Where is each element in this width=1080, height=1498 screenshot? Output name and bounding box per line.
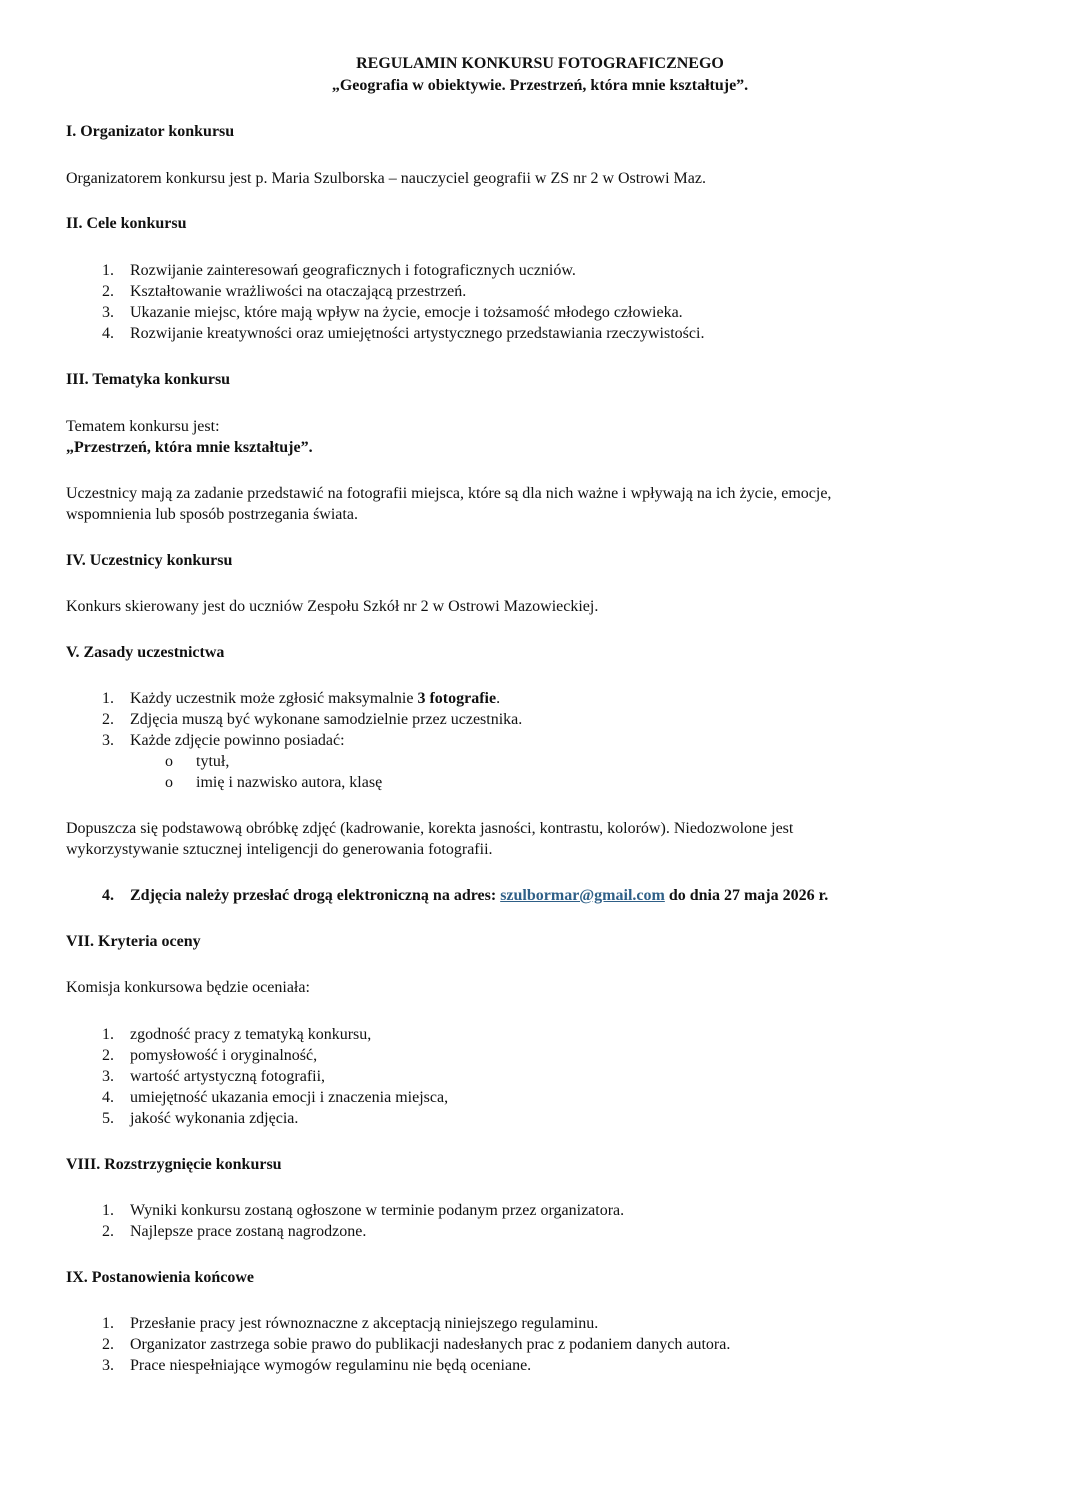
section-heading-criteria: VII. Kryteria oceny (66, 933, 201, 950)
list-text: pomysłowość i oryginalność, (130, 1047, 318, 1064)
list-text: umiejętność ukazania emocji i znaczenia miejsca, (130, 1089, 449, 1106)
list-number: 1. (102, 1202, 114, 1219)
deadline-text: do dnia 27 maja 2026 r. (664, 887, 829, 904)
list-number: 1. (102, 1315, 114, 1332)
list-text: zgodność pracy z tematyką konkursu, (130, 1026, 372, 1043)
sub-list-text: tytuł, (196, 753, 230, 770)
list-number: 3. (102, 732, 114, 749)
list-text: Kształtowanie wrażliwości na otaczającą przestrzeń. (130, 283, 467, 300)
topic-intro: Tematem konkursu jest: (66, 418, 220, 435)
list-number: 4. (102, 325, 114, 342)
document-title: REGULAMIN KONKURSU FOTOGRAFICZNEGO (356, 55, 724, 72)
list-number: 4. (102, 1089, 114, 1106)
list-number: 2. (102, 711, 114, 728)
list-text: Wyniki konkursu zostaną ogłoszone w terminie podanym przez organizatora. (130, 1202, 625, 1219)
list-number: 1. (102, 1026, 114, 1043)
list-text: Zdjęcia muszą być wykonane samodzielnie przez uczestnika. (130, 711, 523, 728)
list-number: 4. (102, 887, 114, 904)
topic-description-line2: wspomnienia lub sposób postrzegania świata. (66, 506, 358, 523)
list-text: Ukazanie miejsc, które mają wpływ na życie, emocje i tożsamość młodego człowieka. (130, 304, 683, 321)
section-heading-resolution: VIII. Rozstrzygnięcie konkursu (66, 1156, 282, 1173)
list-text: wartość artystyczną fotografii, (130, 1068, 326, 1085)
list-number: 5. (102, 1110, 114, 1127)
list-text: Prace niespełniające wymogów regulaminu nie będą oceniane. (130, 1357, 532, 1374)
photo-limit: 3 fotografie (417, 690, 497, 707)
list-text: Najlepsze prace zostaną nagrodzone. (130, 1223, 367, 1240)
list-text (130, 688, 500, 709)
list-number: 2. (102, 1223, 114, 1240)
list-text: Rozwijanie zainteresowań geograficznych i fotograficznych uczniów. (130, 262, 576, 279)
rule-text-end: . (496, 690, 501, 707)
criteria-intro: Komisja konkursowa będzie oceniała: (66, 979, 310, 996)
list-number: 1. (102, 690, 114, 707)
section-heading-rules: V. Zasady uczestnictwa (66, 644, 225, 661)
document-subtitle: „Geografia w obiektywie. Przestrzeń, która mnie kształtuje”. (331, 77, 749, 94)
editing-note-line2: wykorzystywanie sztucznej inteligencji do generowania fotografii. (66, 841, 493, 858)
topic-theme: „Przestrzeń, która mnie kształtuje”. (66, 439, 313, 456)
list-number: 2. (102, 1336, 114, 1353)
section-heading-final-provisions: IX. Postanowienia końcowe (66, 1269, 255, 1286)
participants-paragraph: Konkurs skierowany jest do uczniów Zespołu Szkół nr 2 w Ostrowi Mazowieckiej. (66, 598, 599, 615)
section-heading-topic: III. Tematyka konkursu (66, 371, 231, 388)
section-heading-participants: IV. Uczestnicy konkursu (66, 552, 233, 569)
bullet-icon: o (165, 774, 173, 791)
list-text: Przesłanie pracy jest równoznaczne z akceptacją niniejszego regulaminu. (130, 1315, 599, 1332)
list-text: jakość wykonania zdjęcia. (130, 1110, 299, 1127)
submission-text: Zdjęcia należy przesłać drogą elektroniczną na adres: (130, 887, 501, 904)
list-number: 3. (102, 1068, 114, 1085)
bullet-icon: o (165, 753, 173, 770)
section-heading-organizer: I. Organizator konkursu (66, 123, 235, 140)
organizer-paragraph: Organizatorem konkursu jest p. Maria Szulborska – nauczyciel geografii w ZS nr 2 w Ostrowi Maz. (66, 170, 706, 187)
list-text: Organizator zastrzega sobie prawo do publikacji nadesłanych prac z podaniem danych autora. (130, 1336, 731, 1353)
list-number: 3. (102, 304, 114, 321)
list-text: Rozwijanie kreatywności oraz umiejętności artystycznego przedstawiania rzeczywistości. (130, 325, 705, 342)
email-link[interactable]: szulbormar@gmail.com (500, 887, 665, 904)
list-number: 1. (102, 262, 114, 279)
list-number: 3. (102, 1357, 114, 1374)
list-text: Każde zdjęcie powinno posiadać: (130, 732, 345, 749)
sub-list-text: imię i nazwisko autora, klasę (196, 774, 383, 791)
editing-note-line1: Dopuszcza się podstawową obróbkę zdjęć (kadrowanie, korekta jasności, kontrastu, kolorów). Niedozwolone jest (66, 820, 794, 837)
section-heading-goals: II. Cele konkursu (66, 215, 187, 232)
topic-description-line1: Uczestnicy mają za zadanie przedstawić na fotografii miejsca, które są dla nich ważne i wpływają na ich życie, emocje, (66, 485, 832, 502)
list-number: 2. (102, 283, 114, 300)
submission-instruction (130, 885, 828, 906)
rule-text: Każdy uczestnik może zgłosić maksymalnie (130, 690, 418, 707)
list-number: 2. (102, 1047, 114, 1064)
